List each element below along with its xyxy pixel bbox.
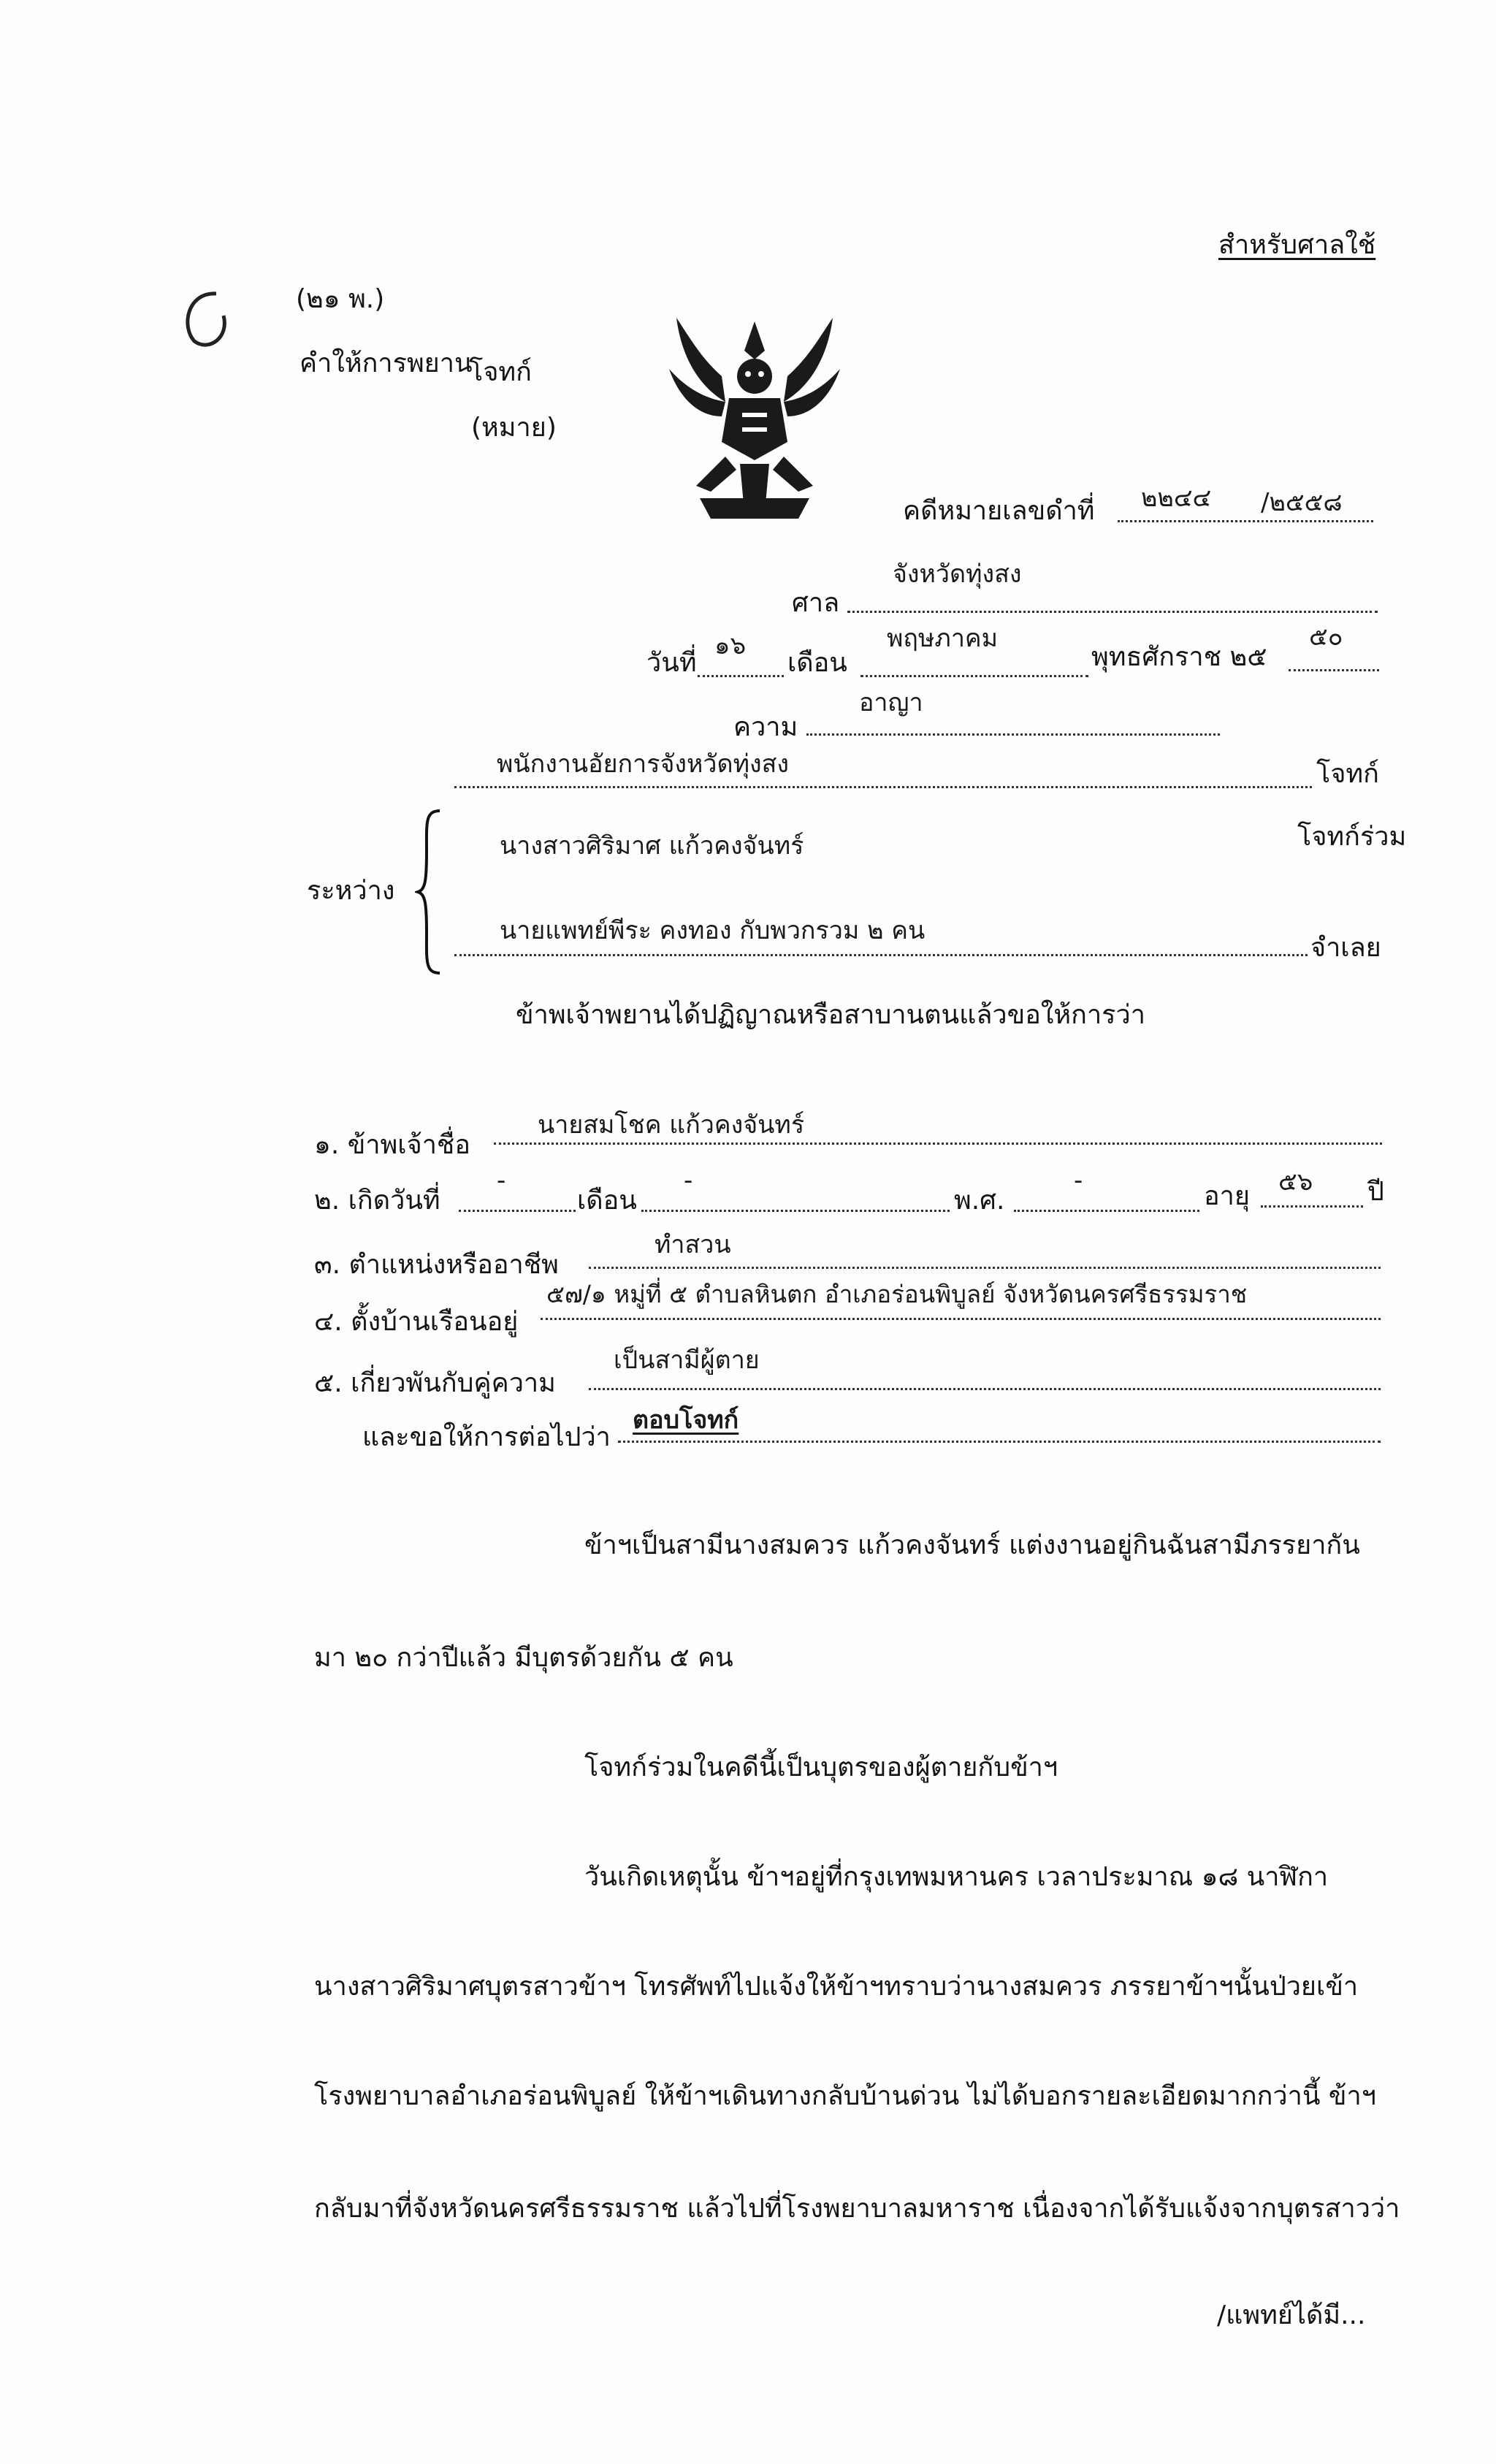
- testimony-line: ข้าฯเป็นสามีนางสมควร แก้วคงจันทร์ แต่งงานอยู่กินฉันสามีภรรยากัน: [584, 1530, 1360, 1560]
- form-number: (๒๑ พ.): [296, 284, 385, 314]
- case-number-value: ๒๒๔๔: [1141, 484, 1212, 513]
- witness-name-value: นายสมโชค แก้วคงจันทร์: [538, 1110, 805, 1140]
- witness-name-label: ๑. ข้าพเจ้าชื่อ: [314, 1130, 470, 1160]
- matter-label: ความ: [733, 712, 798, 742]
- occupation-label: ๓. ตำแหน่งหรืออาชีพ: [314, 1250, 559, 1280]
- address-line: [541, 1318, 1381, 1320]
- age-unit: ปี: [1367, 1177, 1384, 1207]
- court-label: ศาล: [792, 588, 840, 618]
- birth-year-line: [1014, 1210, 1199, 1212]
- testimony-line: กลับมาที่จังหวัดนครศรีธรรมราช แล้วไปที่โรงพยาบาลมหาราช เนื่องจากได้รับแจ้งจากบุตรสาวว่า: [314, 2194, 1400, 2224]
- court-use-label: สำหรับศาลใช้: [1218, 230, 1376, 260]
- between-label: ระหว่าง: [307, 876, 395, 906]
- matter-line: [806, 733, 1220, 736]
- defendant-value: นายแพทย์พีระ คงทอง กับพวกรวม ๒ คน: [500, 916, 926, 945]
- birth-label: ๒. เกิดวันที่: [314, 1186, 440, 1216]
- year-line: [1289, 669, 1379, 671]
- occupation-value: ทำสวน: [654, 1230, 731, 1259]
- case-number-line: [1118, 520, 1373, 522]
- age-value: ๕๖: [1278, 1167, 1313, 1197]
- form-title-party: โจทก์: [469, 357, 532, 387]
- address-value: ๕๗/๑ หมู่ที่ ๕ ตำบลหินตก อำเภอร่อนพิบูลย์ จังหวัดนครศรีธรรมราช: [546, 1280, 1248, 1308]
- garuda-emblem-icon: [656, 307, 853, 526]
- coplaintiff-label: โจทก์ร่วม: [1297, 822, 1407, 852]
- relation-value: เป็นสามีผู้ตาย: [614, 1346, 760, 1375]
- continue-value: ตอบโจทก์: [633, 1405, 739, 1435]
- month-value: พฤษภาคม: [887, 624, 999, 653]
- form-title: คำให้การพยาน: [299, 348, 473, 378]
- date-value: ๑๖: [714, 631, 747, 660]
- testimony-line: มา ๒๐ กว่าปีแล้ว มีบุตรด้วยกัน ๕ คน: [314, 1643, 733, 1673]
- testimony-line: โรงพยาบาลอำเภอร่อนพิบูลย์ ให้ข้าฯเดินทางกลับบ้านด่วน ไม่ได้บอกรายละเอียดมากกว่านี้ ข้าฯ: [314, 2081, 1376, 2111]
- oath-statement: ข้าพเจ้าพยานได้ปฏิญาณหรือสาบานตนแล้วขอให้การว่า: [516, 1000, 1145, 1030]
- coplaintiff-value: นางสาวศิริมาศ แก้วคงจันทร์: [500, 831, 804, 861]
- plaintiff-line: [454, 786, 1312, 788]
- year-label: พุทธศักราช ๒๕: [1091, 642, 1267, 672]
- age-label: อายุ: [1204, 1181, 1250, 1211]
- month-label: เดือน: [787, 648, 847, 678]
- date-label: วันที่: [646, 648, 697, 678]
- court-line: [847, 611, 1378, 613]
- plaintiff-value: พนักงานอัยการจังหวัดทุ่งสง: [497, 750, 789, 779]
- birth-year-label: พ.ศ.: [954, 1186, 1005, 1216]
- birth-month-label: เดือน: [577, 1186, 637, 1216]
- birth-month-line: [641, 1210, 950, 1212]
- date-line: [698, 675, 784, 677]
- between-brace-icon: [415, 808, 444, 976]
- witness-name-line: [494, 1143, 1382, 1145]
- testimony-line: นางสาวศิริมาศบุตรสาวข้าฯ โทรศัพท์ไปแจ้งให้ข้าฯทราบว่านางสมควร ภรรยาข้าฯนั้นป่วยเข้า: [314, 1972, 1359, 2002]
- birth-month-value: -: [684, 1166, 693, 1195]
- continue-label: และขอให้การต่อไปว่า: [362, 1422, 611, 1452]
- form-note: (หมาย): [471, 413, 557, 443]
- handwritten-mark-icon: [172, 286, 238, 352]
- continuation-note: /แพทย์ได้มี...: [1217, 2300, 1366, 2330]
- testimony-line: วันเกิดเหตุนั้น ข้าฯอยู่ที่กรุงเทพมหานคร เวลาประมาณ ๑๘ นาฬิกา: [584, 1862, 1329, 1892]
- birth-day-value: -: [497, 1166, 506, 1195]
- birth-day-line: [459, 1210, 576, 1212]
- address-label: ๔. ตั้งบ้านเรือนอยู่: [314, 1307, 519, 1337]
- relation-label: ๕. เกี่ยวพันกับคู่ความ: [314, 1368, 556, 1398]
- relation-line: [589, 1388, 1381, 1390]
- defendant-line: [454, 954, 1308, 956]
- testimony-line: โจทก์ร่วมในคดีนี้เป็นบุตรของผู้ตายกับข้าฯ: [584, 1752, 1058, 1782]
- case-number-label: คดีหมายเลขดำที่: [903, 496, 1095, 526]
- year-value: ๕๐: [1309, 622, 1343, 652]
- matter-value: อาญา: [859, 688, 923, 717]
- month-line: [860, 675, 1088, 677]
- plaintiff-label: โจทก์: [1316, 759, 1379, 789]
- court-value: จังหวัดทุ่งสง: [893, 560, 1022, 589]
- case-year-value: /๒๕๕๘: [1261, 488, 1343, 517]
- continue-line: [618, 1441, 1381, 1443]
- age-line: [1261, 1205, 1363, 1208]
- birth-year-value: -: [1074, 1166, 1083, 1195]
- occupation-line: [589, 1267, 1381, 1269]
- defendant-label: จำเลย: [1310, 933, 1381, 963]
